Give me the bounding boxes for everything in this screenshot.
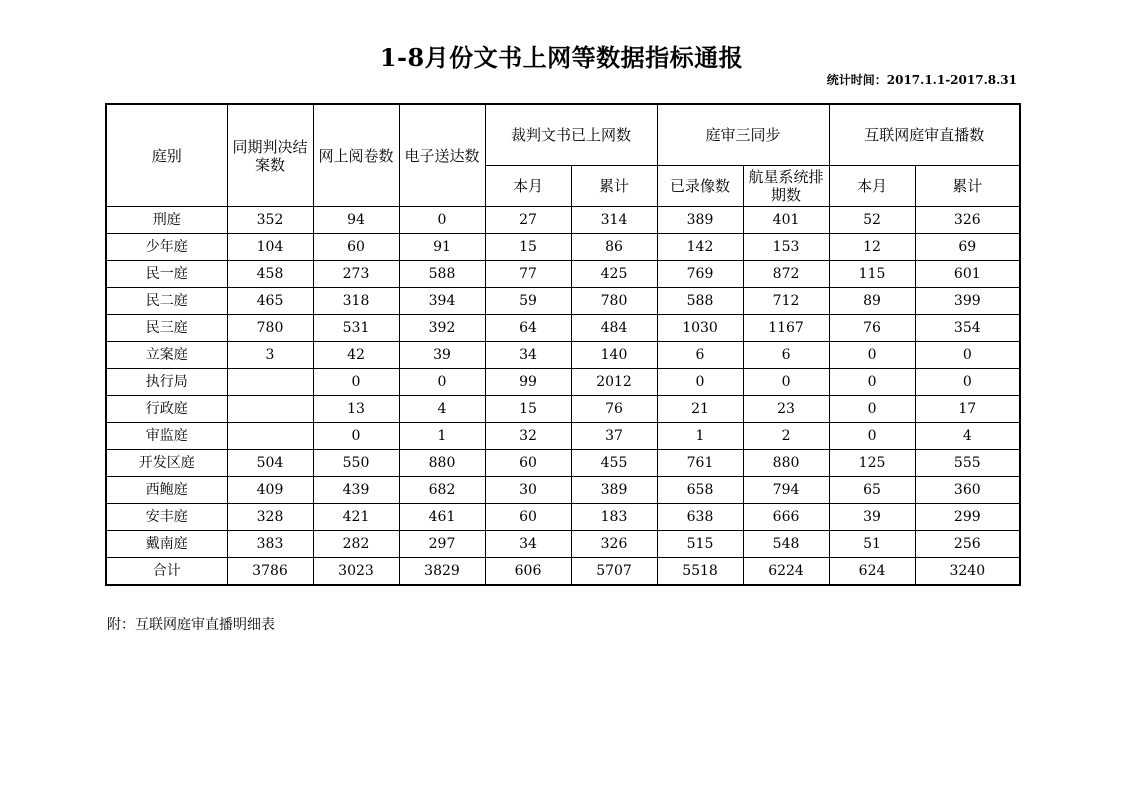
- docs-month-cell: 60: [485, 450, 571, 477]
- same-period-cell: 458: [227, 261, 313, 288]
- same-period-cell: [227, 396, 313, 423]
- scheduled-cell: 0: [743, 369, 829, 396]
- header-docs-month: 本月: [485, 166, 571, 207]
- table-row: [106, 234, 1020, 261]
- court-cell: 民三庭: [106, 315, 227, 342]
- online-review-cell: 282: [313, 531, 399, 558]
- online-review-cell: 42: [313, 342, 399, 369]
- table-row: [106, 450, 1020, 477]
- recorded-cell: 1030: [657, 315, 743, 342]
- header-live-stream: 互联网庭审直播数: [829, 104, 1020, 166]
- docs-month-cell: 27: [485, 207, 571, 234]
- docs-month-cell: 32: [485, 423, 571, 450]
- court-cell: 立案庭: [106, 342, 227, 369]
- live-total-cell: 69: [915, 234, 1020, 261]
- table-row: [106, 315, 1020, 342]
- table-row: [106, 342, 1020, 369]
- online-review-cell: 550: [313, 450, 399, 477]
- court-cell: 民二庭: [106, 288, 227, 315]
- live-month-cell: 51: [829, 531, 915, 558]
- docs-month-cell: 59: [485, 288, 571, 315]
- scheduled-cell: 6224: [743, 558, 829, 586]
- same-period-cell: 465: [227, 288, 313, 315]
- same-period-cell: 3: [227, 342, 313, 369]
- header-court: 庭别: [106, 104, 227, 207]
- recorded-cell: 1: [657, 423, 743, 450]
- recorded-cell: 638: [657, 504, 743, 531]
- recorded-cell: 389: [657, 207, 743, 234]
- live-total-cell: 4: [915, 423, 1020, 450]
- recorded-cell: 0: [657, 369, 743, 396]
- e-delivery-cell: 297: [399, 531, 485, 558]
- header-docs-cumulative: 累计: [571, 166, 657, 207]
- same-period-cell: [227, 423, 313, 450]
- same-period-cell: 504: [227, 450, 313, 477]
- docs-total-cell: 37: [571, 423, 657, 450]
- same-period-cell: 328: [227, 504, 313, 531]
- docs-month-cell: 60: [485, 504, 571, 531]
- live-total-cell: 399: [915, 288, 1020, 315]
- online-review-cell: 273: [313, 261, 399, 288]
- docs-total-cell: 389: [571, 477, 657, 504]
- table-row: [106, 504, 1020, 531]
- scheduled-cell: 401: [743, 207, 829, 234]
- court-cell: 审监庭: [106, 423, 227, 450]
- table-row: [106, 396, 1020, 423]
- e-delivery-cell: 39: [399, 342, 485, 369]
- same-period-cell: [227, 369, 313, 396]
- table-row: [106, 288, 1020, 315]
- docs-month-cell: 15: [485, 234, 571, 261]
- table-row: [106, 261, 1020, 288]
- e-delivery-cell: 682: [399, 477, 485, 504]
- live-month-cell: 125: [829, 450, 915, 477]
- scheduled-cell: 880: [743, 450, 829, 477]
- live-total-cell: 299: [915, 504, 1020, 531]
- live-month-cell: 89: [829, 288, 915, 315]
- header-same-period-closed: 同期判决结案数: [227, 104, 313, 207]
- court-cell: 刑庭: [106, 207, 227, 234]
- docs-total-cell: 314: [571, 207, 657, 234]
- docs-month-cell: 15: [485, 396, 571, 423]
- live-month-cell: 12: [829, 234, 915, 261]
- table-row: [106, 531, 1020, 558]
- total-row: [106, 558, 1020, 586]
- e-delivery-cell: 91: [399, 234, 485, 261]
- live-total-cell: 17: [915, 396, 1020, 423]
- court-cell: 少年庭: [106, 234, 227, 261]
- table-row: [106, 207, 1020, 234]
- docs-month-cell: 606: [485, 558, 571, 586]
- court-cell: 行政庭: [106, 396, 227, 423]
- table-row: [106, 423, 1020, 450]
- live-month-cell: 115: [829, 261, 915, 288]
- same-period-cell: 409: [227, 477, 313, 504]
- header-live-month: 本月: [829, 166, 915, 207]
- docs-month-cell: 64: [485, 315, 571, 342]
- online-review-cell: 94: [313, 207, 399, 234]
- statistics-period: 统计时间：2017.1.1-2017.8.31: [826, 73, 1017, 87]
- docs-month-cell: 34: [485, 531, 571, 558]
- docs-month-cell: 99: [485, 369, 571, 396]
- online-review-cell: 421: [313, 504, 399, 531]
- same-period-cell: 780: [227, 315, 313, 342]
- e-delivery-cell: 0: [399, 369, 485, 396]
- e-delivery-cell: 394: [399, 288, 485, 315]
- online-review-cell: 531: [313, 315, 399, 342]
- recorded-cell: 761: [657, 450, 743, 477]
- header-docs-online: 裁判文书已上网数: [485, 104, 657, 166]
- live-total-cell: 555: [915, 450, 1020, 477]
- scheduled-cell: 23: [743, 396, 829, 423]
- live-total-cell: 256: [915, 531, 1020, 558]
- recorded-cell: 142: [657, 234, 743, 261]
- same-period-cell: 383: [227, 531, 313, 558]
- recorded-cell: 5518: [657, 558, 743, 586]
- docs-total-cell: 5707: [571, 558, 657, 586]
- live-total-cell: 360: [915, 477, 1020, 504]
- court-cell: 戴南庭: [106, 531, 227, 558]
- online-review-cell: 0: [313, 369, 399, 396]
- live-month-cell: 0: [829, 396, 915, 423]
- scheduled-cell: 548: [743, 531, 829, 558]
- scheduled-cell: 1167: [743, 315, 829, 342]
- scheduled-cell: 2: [743, 423, 829, 450]
- scheduled-cell: 666: [743, 504, 829, 531]
- court-cell: 开发区庭: [106, 450, 227, 477]
- docs-total-cell: 455: [571, 450, 657, 477]
- docs-month-cell: 30: [485, 477, 571, 504]
- report-title: 1-8月份文书上网等数据指标通报: [379, 43, 744, 72]
- docs-month-cell: 77: [485, 261, 571, 288]
- recorded-cell: 6: [657, 342, 743, 369]
- court-cell: 合计: [106, 558, 227, 586]
- court-cell: 执行局: [106, 369, 227, 396]
- live-month-cell: 0: [829, 342, 915, 369]
- e-delivery-cell: 461: [399, 504, 485, 531]
- e-delivery-cell: 4: [399, 396, 485, 423]
- docs-total-cell: 425: [571, 261, 657, 288]
- docs-total-cell: 76: [571, 396, 657, 423]
- table-body: [106, 207, 1020, 586]
- live-total-cell: 601: [915, 261, 1020, 288]
- scheduled-cell: 794: [743, 477, 829, 504]
- live-month-cell: 624: [829, 558, 915, 586]
- docs-total-cell: 326: [571, 531, 657, 558]
- docs-total-cell: 484: [571, 315, 657, 342]
- recorded-cell: 658: [657, 477, 743, 504]
- e-delivery-cell: 0: [399, 207, 485, 234]
- header-online-review: 网上阅卷数: [313, 104, 399, 207]
- court-cell: 民一庭: [106, 261, 227, 288]
- live-month-cell: 0: [829, 369, 915, 396]
- online-review-cell: 318: [313, 288, 399, 315]
- header-live-cumulative: 累计: [915, 166, 1020, 207]
- table-row: [106, 477, 1020, 504]
- live-month-cell: 0: [829, 423, 915, 450]
- e-delivery-cell: 392: [399, 315, 485, 342]
- attachment-note: 附：互联网庭审直播明细表: [107, 617, 275, 633]
- docs-total-cell: 183: [571, 504, 657, 531]
- same-period-cell: 3786: [227, 558, 313, 586]
- live-total-cell: 326: [915, 207, 1020, 234]
- online-review-cell: 13: [313, 396, 399, 423]
- online-review-cell: 0: [313, 423, 399, 450]
- scheduled-cell: 872: [743, 261, 829, 288]
- header-trial-sync: 庭审三同步: [657, 104, 829, 166]
- recorded-cell: 588: [657, 288, 743, 315]
- scheduled-cell: 6: [743, 342, 829, 369]
- live-month-cell: 39: [829, 504, 915, 531]
- table-row: [106, 369, 1020, 396]
- live-total-cell: 354: [915, 315, 1020, 342]
- docs-total-cell: 2012: [571, 369, 657, 396]
- header-e-delivery: 电子送达数: [399, 104, 485, 207]
- docs-total-cell: 140: [571, 342, 657, 369]
- live-month-cell: 52: [829, 207, 915, 234]
- e-delivery-cell: 880: [399, 450, 485, 477]
- recorded-cell: 21: [657, 396, 743, 423]
- report-table: [105, 103, 1021, 586]
- online-review-cell: 60: [313, 234, 399, 261]
- header-video-recorded: 已录像数: [657, 166, 743, 207]
- docs-month-cell: 34: [485, 342, 571, 369]
- e-delivery-cell: 588: [399, 261, 485, 288]
- online-review-cell: 439: [313, 477, 399, 504]
- docs-total-cell: 86: [571, 234, 657, 261]
- live-month-cell: 76: [829, 315, 915, 342]
- live-month-cell: 65: [829, 477, 915, 504]
- recorded-cell: 515: [657, 531, 743, 558]
- scheduled-cell: 153: [743, 234, 829, 261]
- court-cell: 安丰庭: [106, 504, 227, 531]
- scheduled-cell: 712: [743, 288, 829, 315]
- e-delivery-cell: 3829: [399, 558, 485, 586]
- e-delivery-cell: 1: [399, 423, 485, 450]
- same-period-cell: 352: [227, 207, 313, 234]
- live-total-cell: 0: [915, 342, 1020, 369]
- docs-total-cell: 780: [571, 288, 657, 315]
- live-total-cell: 0: [915, 369, 1020, 396]
- recorded-cell: 769: [657, 261, 743, 288]
- same-period-cell: 104: [227, 234, 313, 261]
- court-cell: 西鲍庭: [106, 477, 227, 504]
- header-hangxing-scheduled: 航星系统排期数: [743, 166, 829, 207]
- online-review-cell: 3023: [313, 558, 399, 586]
- live-total-cell: 3240: [915, 558, 1020, 586]
